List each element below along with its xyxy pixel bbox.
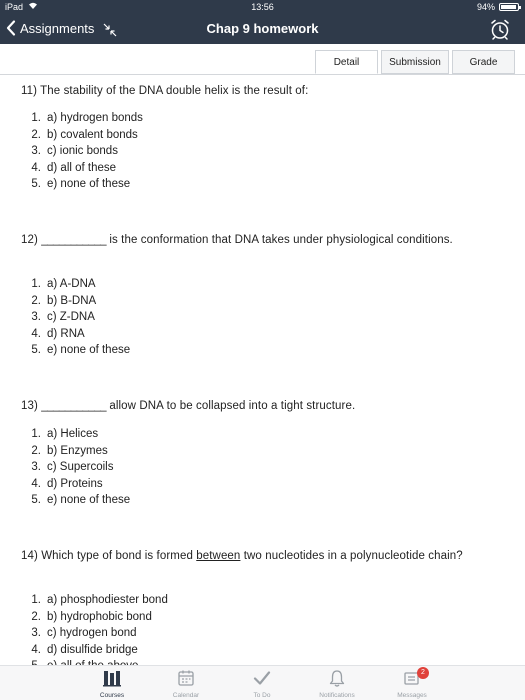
list-item: 2. b) covalent bonds <box>31 128 138 141</box>
calendar-icon <box>176 668 196 688</box>
page-title: Chap 9 homework <box>206 21 319 36</box>
tab-grade[interactable]: Grade <box>452 50 515 74</box>
list-item: 1. a) A-DNA <box>31 278 96 290</box>
list-item: 4. d) Proteins <box>31 477 103 490</box>
nav-bar <box>0 14 525 44</box>
list-item: 1. a) phosphodiester bond <box>31 594 168 606</box>
tab-courses[interactable] <box>77 668 147 699</box>
courses-icon <box>102 668 122 688</box>
list-item: 5. e) none of these <box>31 344 131 356</box>
checkmark-icon <box>252 668 272 688</box>
question-13: 13) ___________ allow DNA to be collapsed into a tight structure. <box>21 400 356 412</box>
list-item: 1. a) Helices <box>31 428 99 440</box>
tab-label: To Do <box>253 692 271 699</box>
list-item: 2. b) hydrophobic bond <box>31 610 152 623</box>
battery-fill <box>501 5 516 9</box>
list-item: 4. d) all of these <box>31 161 117 174</box>
battery-icon <box>499 3 519 11</box>
question-text: 11) The stability of the DNA double helix is the result of: <box>21 85 309 97</box>
question-14: 14) Which type of bond is formed between two nucleotides in a polynucleotide chain? <box>21 550 463 562</box>
question-11 <box>21 83 491 100</box>
battery-percent: 94% <box>476 2 495 12</box>
messages-badge: 2 <box>417 667 429 679</box>
status-time: 13:56 <box>251 2 274 12</box>
status-bar <box>0 0 525 14</box>
tab-todo[interactable] <box>227 668 297 699</box>
tab-label: Notifications <box>319 692 355 699</box>
bell-icon <box>327 668 347 688</box>
assignment-content[interactable] <box>0 75 525 665</box>
options-list <box>29 276 130 359</box>
tab-messages[interactable] <box>377 668 447 699</box>
tab-label: Messages <box>397 692 427 699</box>
list-item: 2. b) B-DNA <box>31 294 97 307</box>
list-item: 2. b) Enzymes <box>31 444 108 457</box>
list-item: 3. c) ionic bonds <box>31 145 118 157</box>
list-item: 4. d) disulfide bridge <box>31 643 138 656</box>
list-item: 1. a) hydrogen bonds <box>31 112 143 124</box>
tab-notifications[interactable] <box>302 668 372 699</box>
tab-detail[interactable]: Detail <box>315 50 378 74</box>
tab-label: Calendar <box>172 692 200 699</box>
tab-submission[interactable]: Submission <box>381 50 449 74</box>
list-item: 5. e) none of these <box>31 178 131 190</box>
back-button-label: Assignments <box>20 20 95 36</box>
list-item: 3. c) Supercoils <box>31 461 114 473</box>
list-item: 3. c) hydrogen bond <box>31 627 137 639</box>
detail-tabs <box>315 50 515 74</box>
underlined-word: between <box>196 550 241 562</box>
question-12: 12) ___________ is the conformation that DNA takes under physiological conditions. <box>21 234 453 246</box>
bottom-tab-bar <box>0 665 525 700</box>
options-list <box>29 426 130 509</box>
options-list <box>29 110 143 193</box>
list-item: 5. e) none of these <box>31 494 131 506</box>
tab-label: Courses <box>99 692 125 699</box>
list-item: 4. d) RNA <box>31 327 85 340</box>
alarm-clock-icon[interactable] <box>489 18 511 40</box>
tab-calendar[interactable] <box>151 668 221 699</box>
list-item: 3. c) Z-DNA <box>31 311 95 323</box>
carrier-label: iPad <box>5 2 24 12</box>
options-list <box>29 592 168 675</box>
